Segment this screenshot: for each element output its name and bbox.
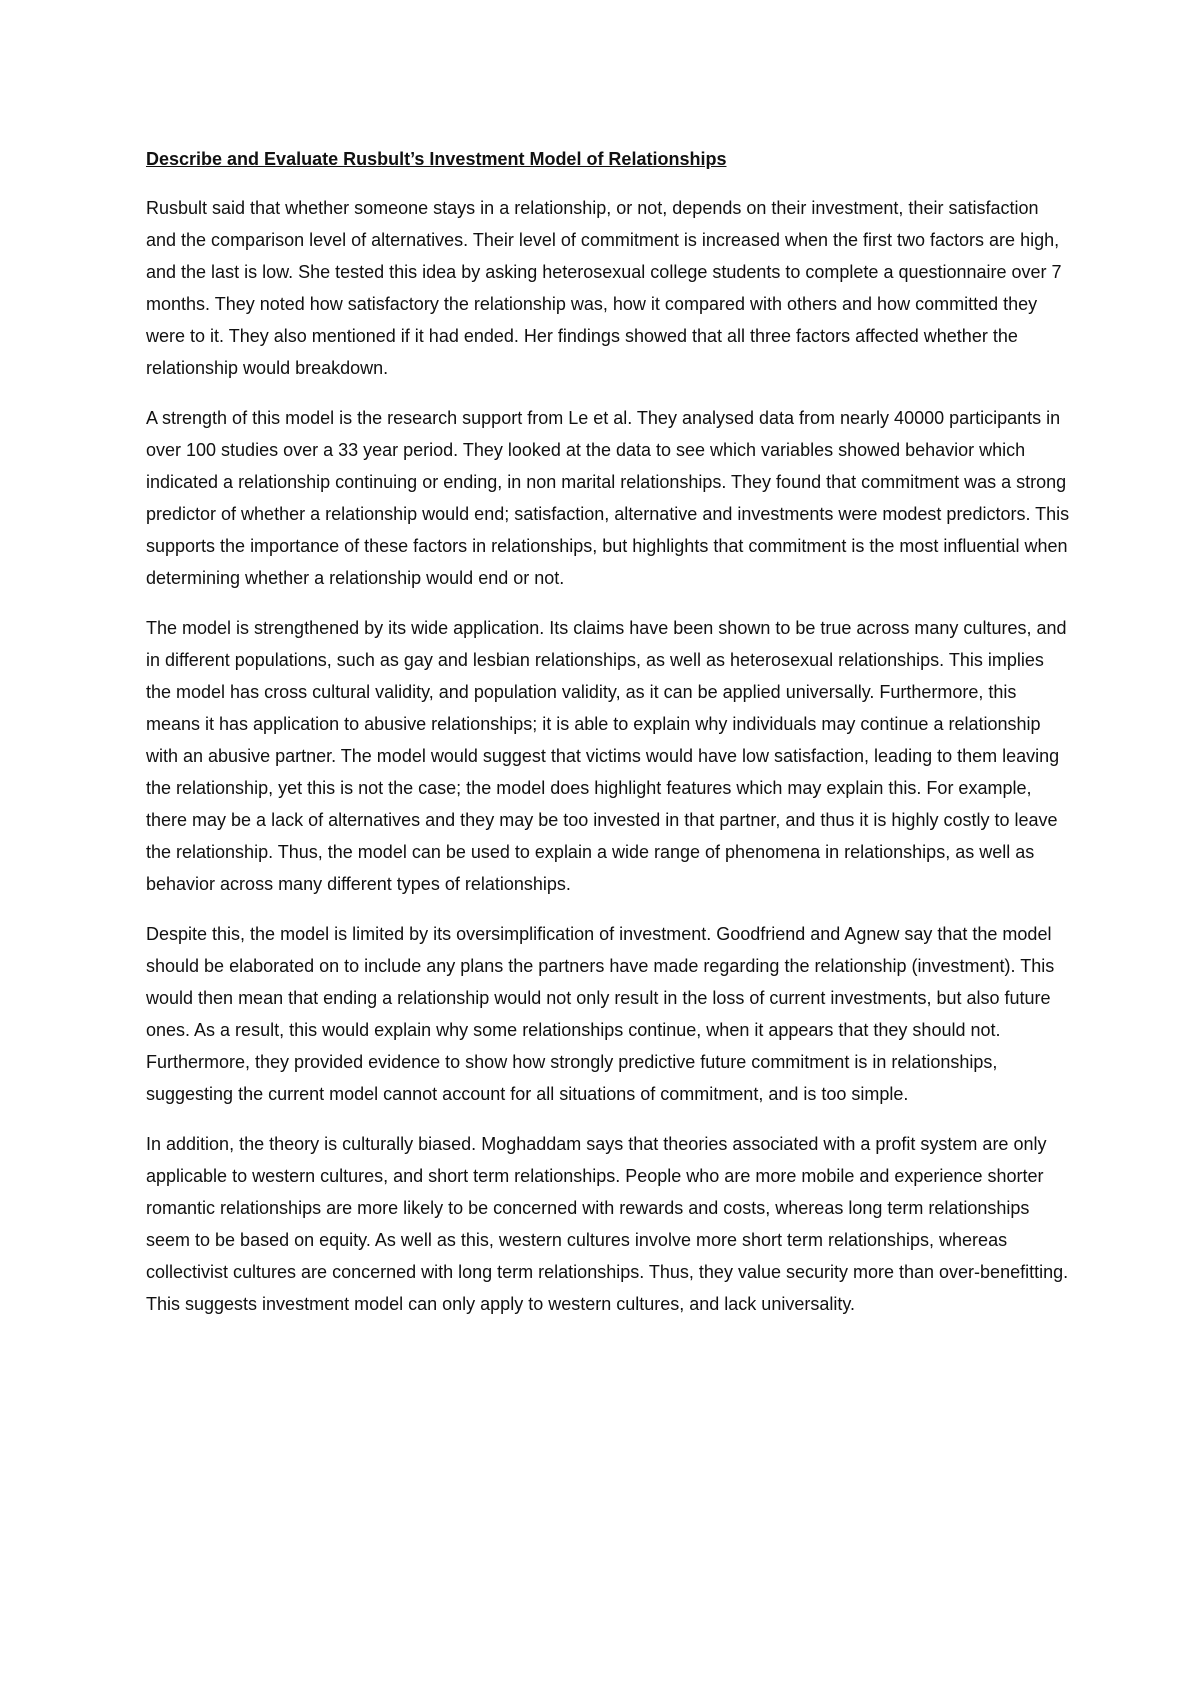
document-body	[146, 146, 1071, 1338]
paragraph-research-support: A strength of this model is the research support from Le et al. They analysed data from nearly 40000 participants in over 100 studies over a 33 year period. They looked at the data to see which variables showed behavior which indicated a relationship continuing or ending, in non marital relationships. They found that commitment was a strong predictor of whether a relationship would end; satisfaction, alternative and investments were modest predictors. This supports the importance of these factors in relationships, but highlights that commitment is the most influential when determining whether a relationship would end or not.	[146, 408, 1070, 588]
document-title: Describe and Evaluate Rusbult’s Investment Model of Relationships	[146, 149, 727, 169]
paragraph-cultural-bias: In addition, the theory is culturally biased. Moghaddam says that theories associated with a profit system are only applicable to western cultures, and short term relationships. People who are more mobile and experience shorter romantic relationships are more likely to be concerned with rewards and costs, whereas long term relationships seem to be based on equity. As well as this, western cultures involve more short term relationships, whereas collectivist cultures are concerned with long term relationships. Thus, they value security more than over-benefitting. This suggests investment model can only apply to western cultures, and lack universality.	[146, 1134, 1069, 1314]
paragraph-oversimplification: Despite this, the model is limited by its oversimplification of investment. Goodfriend and Agnew say that the model should be elaborated on to include any plans the partners have made regarding the relationship (investment). This would then mean that ending a relationship would not only result in the loss of current investments, but also future ones. As a result, this would explain why some relationships continue, when it appears that they should not. Furthermore, they provided evidence to show how strongly predictive future commitment is in relationships, suggesting the current model cannot account for all situations of commitment, and is too simple.	[146, 924, 1055, 1104]
paragraph-rusbult-description: Rusbult said that whether someone stays in a relationship, or not, depends on their investment, their satisfaction and the comparison level of alternatives. Their level of commitment is increased when the first two factors are high, and the last is low. She tested this idea by asking heterosexual college students to complete a questionnaire over 7 months. They noted how satisfactory the relationship was, how it compared with others and how committed they were to it. They also mentioned if it had ended. Her findings showed that all three factors affected whether the relationship would breakdown.	[146, 198, 1062, 378]
paragraph-wide-application: The model is strengthened by its wide application. Its claims have been shown to be true across many cultures, and in different populations, such as gay and lesbian relationships, as well as heterosexual relationships. This implies the model has cross cultural validity, and population validity, as it can be applied universally. Furthermore, this means it has application to abusive relationships; it is able to explain why individuals may continue a relationship with an abusive partner. The model would suggest that victims would have low satisfaction, leading to them leaving the relationship, yet this is not the case; the model does highlight features which may explain this. For example, there may be a lack of alternatives and they may be too invested in that partner, and thus it is highly costly to leave the relationship. Thus, the model can be used to explain a wide range of phenomena in relationships, as well as behavior across many different types of relationships.	[146, 618, 1067, 894]
